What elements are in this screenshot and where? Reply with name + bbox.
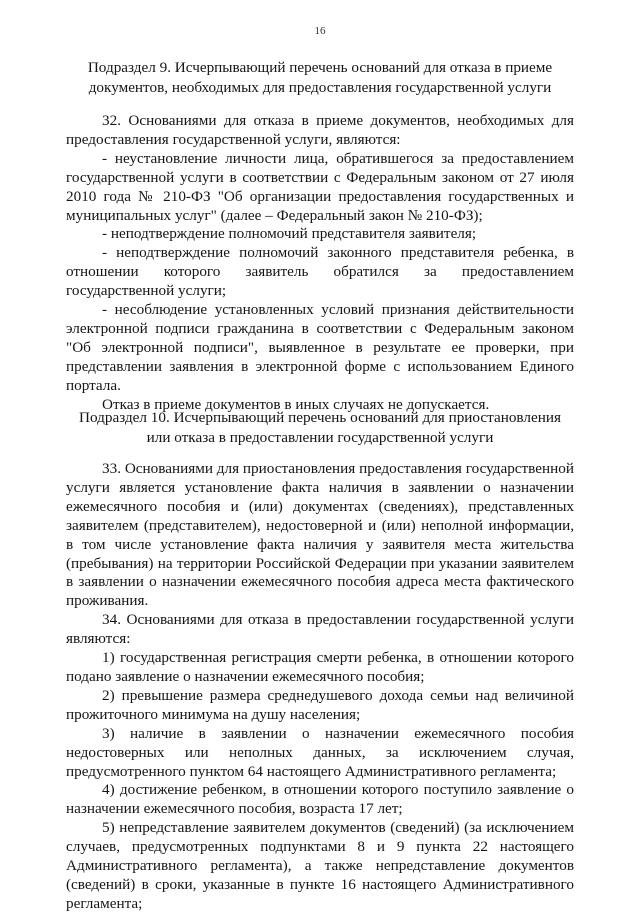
heading-line: документов, необходимых для предоставления государственной услуги: [88, 78, 552, 96]
heading-line: Подраздел 9. Исчерпывающий перечень оснований для отказа в приеме: [87, 59, 553, 76]
list-item: 5) непредставление заявителем документов (сведений) (за исключением случаев, предусмотренных подпунктами 8 и 9 пункта 22 настоящего Административного регламента), а также непредставление документов (сведений) в сроки, указанные в пункте 16 настоящего Административного регламента;: [66, 819, 574, 912]
list-item: 2) превышение размера среднедушевого дохода семьи над величиной прожиточного минимума на душу населения;: [66, 686, 574, 723]
list-item: - неустановление личности лица, обратившегося за предоставлением государственной услуги в соответствии с Федеральным законом от 27 июля 2010 года № 210-ФЗ "Об организации предоставления государственных и муниципальных услуг" (далее – Федеральный закон № 210-ФЗ);: [66, 149, 574, 224]
section10-body: [66, 460, 574, 914]
section9-body: [66, 112, 574, 415]
paragraph-32: 32. Основаниями для отказа в приеме документов, необходимых для предоставления государственной услуги, являются:: [66, 112, 574, 148]
list-item: 3) наличие в заявлении о назначении ежемесячного пособия недостоверных или неполных данных, за исключением случая, предусмотренного пунктом 64 настоящего Административного регламента;: [66, 724, 574, 780]
list-item: 4) достижение ребенком, в отношении которого поступило заявление о назначении ежемесячного пособия, возраста 17 лет;: [66, 781, 574, 818]
heading-line: или отказа в предоставлении государственной услуги: [146, 428, 494, 446]
section10-heading: [66, 408, 574, 447]
heading-line: Подраздел 10. Исчерпывающий перечень оснований для приостановления: [79, 409, 561, 426]
paragraph-33: 33. Основаниями для приостановления предоставления государственной услуги является установление факта наличия в заявлении о назначении ежемесячного пособия и (или) документах (сведениях), представленных заявителем (представителем), недостоверной и (или) неполной информации, в том числе установление факта наличия у заявителя места жительства (пребывания) на территории Российской Федерации при указании заявителем в заявлении о назначении ежемесячного пособия адреса места фактического проживания.: [66, 460, 574, 610]
list-item: - неподтверждение полномочий представителя заявителя;: [102, 225, 477, 243]
list-item: - неподтверждение полномочий законного представителя ребенка, в отношении которого заявитель обратился за предоставлением государственной услуги;: [66, 244, 574, 300]
page-number: 16: [314, 25, 326, 37]
paragraph-34: 34. Основаниями для отказа в предоставлении государственной услуги являются:: [66, 611, 574, 648]
list-item: 1) государственная регистрация смерти ребенка, в отношении которого подано заявление о назначении ежемесячного пособия;: [66, 649, 574, 685]
paragraph-note: Отказ в приеме документов в иных случаях не допускается.: [102, 395, 490, 413]
list-item: - несоблюдение установленных условий признания действительности электронной подписи гражданина в соответствии с Федеральным законом "Об электронной подписи", выявленное в результате ее проверки, при представлении заявления в электронной форме с использованием Единого портала.: [66, 301, 574, 394]
section9-heading: [66, 58, 574, 97]
